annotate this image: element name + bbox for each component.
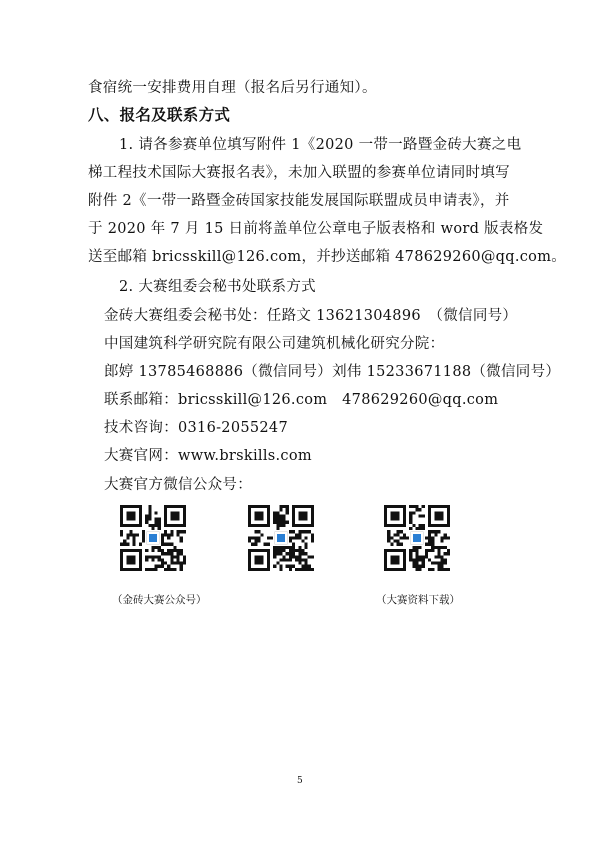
qr-code-icon <box>248 505 314 571</box>
paragraph-line: 2. 大赛组委会秘书处联系方式 <box>119 279 316 295</box>
page-number: 5 <box>297 776 303 786</box>
qr-caption: （金砖大赛公众号） <box>112 594 207 606</box>
contact-email-line: 联系邮箱：bricsskill@126.com 478629260@qq.com <box>104 392 499 408</box>
contact-line: 金砖大赛组委会秘书处：任路文 13621304896 （微信同号） <box>104 308 518 324</box>
website-line: 大赛官网：www.brskills.com <box>104 448 312 464</box>
qr-caption: （大赛资料下载） <box>376 594 460 606</box>
qr-code-icon <box>384 505 450 571</box>
contact-line: 技术咨询：0316-2055247 <box>104 420 288 436</box>
contact-line: 大赛官方微信公众号： <box>104 477 252 493</box>
section-heading: 八、报名及联系方式 <box>88 106 231 124</box>
paragraph-line: 于 2020 年 7 月 15 日前将盖单位公章电子版表格和 word 版表格发 <box>88 221 544 237</box>
contact-line: 郎婷 13785468886（微信同号）刘伟 15233671188（微信同号） <box>104 364 561 380</box>
paragraph-line: 1. 请各参赛单位填写附件 1《2020 一带一路暨金砖大赛之电 <box>119 137 522 153</box>
paragraph-line: 送至邮箱 bricsskill@126.com，并抄送邮箱 478629260@qq.com。 <box>88 249 567 265</box>
paragraph-line: 梯工程技术国际大赛报名表》，未加入联盟的参赛单位请同时填写 <box>88 165 510 181</box>
qr-code-icon <box>120 505 186 571</box>
paragraph-line: 食宿统一安排费用自理（报名后另行通知）。 <box>88 80 377 96</box>
paragraph-line: 附件 2《一带一路暨金砖国家技能发展国际联盟成员申请表》，并 <box>88 193 510 209</box>
contact-line: 中国建筑科学研究院有限公司建筑机械化研究分院： <box>104 336 445 352</box>
